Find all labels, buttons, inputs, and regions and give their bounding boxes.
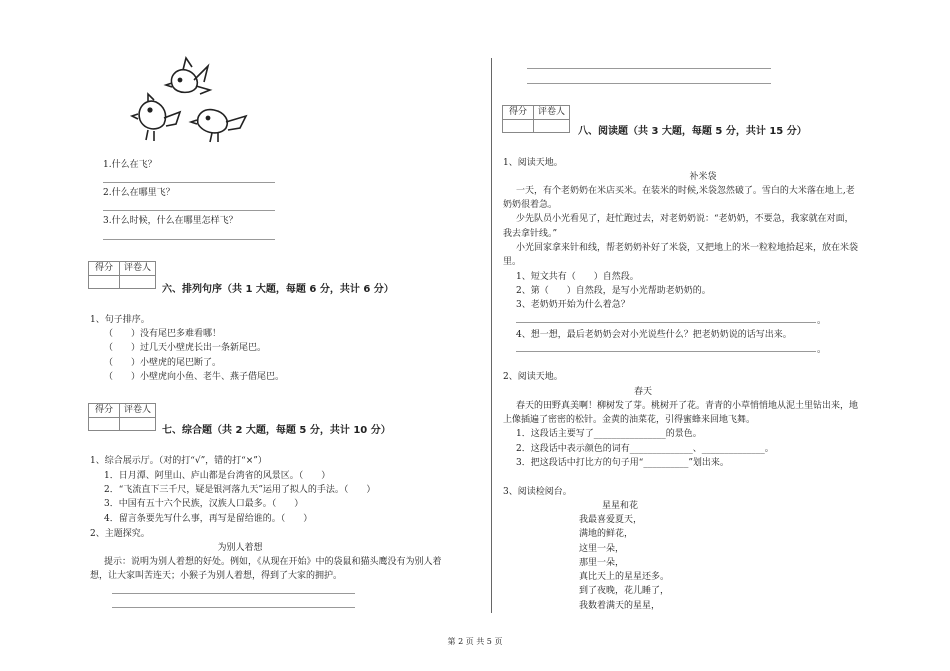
question-bird-1: 1.什么在飞？ [103, 160, 157, 170]
question-7-1: 1、综合展示厅。（对的打“√”，错的打“×”） [90, 456, 267, 466]
score-box-sec8 [502, 105, 570, 133]
section-title-8: 八、阅读题（共 3 大题，每题 5 分，共计 15 分） [578, 126, 807, 137]
answer-line[interactable] [112, 607, 355, 608]
judge-item: 1．日月潭、阿里山、庐山都是台湾省的风景区。（ ） [104, 471, 331, 481]
judge-item: 2．“飞流直下三千尺，疑是银河落九天”运用了拟人的手法。（ ） [104, 485, 376, 495]
section-title-6: 六、排列句序（共 1 大题，每题 6 分，共计 6 分） [162, 284, 394, 295]
section-title-7: 七、综合题（共 2 大题，每题 5 分，共计 10 分） [162, 425, 391, 436]
score-label: 得分 [89, 404, 120, 417]
score-box-sec6 [88, 261, 156, 289]
passage-line: 小光回家拿来针和线，帮老奶奶补好了米袋，又把地上的米一粒粒地拾起来，放在米袋 [516, 243, 859, 253]
judge-item: 3．中国有五十六个民族，汉族人口最多。（ ） [104, 499, 304, 509]
reading-3-question: 3、阅读检阅台。 [503, 487, 572, 497]
score-box-sec7 [88, 403, 156, 431]
poem-line: 我最喜爱夏天， [579, 515, 643, 525]
answer-end-mark: 。 [817, 316, 827, 326]
score-label: 得分 [89, 262, 120, 275]
grader-label: 评卷人 [123, 405, 151, 415]
passage-line: 想，让大家叫苦连天；小猴子为别人着想，得到了大家的拥护。 [90, 571, 343, 581]
judge-item: 4．留言条要先写什么事，再写是留给谁的。（ ） [104, 514, 313, 524]
birds-illustration [128, 52, 263, 147]
poem-line: 满地的鲜花， [579, 529, 634, 539]
page-number: 第 2 页 共 5 页 [447, 637, 503, 646]
reading-2-title: 春天 [633, 387, 652, 397]
reading-2-subq-1: 1．这段话主要写了________________的景色。 [516, 429, 702, 439]
answer-line[interactable] [516, 351, 816, 352]
order-item: （ ）小壁虎的尾巴断了。 [104, 358, 222, 368]
passage-line: 春天的田野真美啊！柳树发了芽。桃树开了花。青青的小草悄悄地从泥土里钻出来，地 [516, 401, 859, 411]
passage-line: 提示：说明为别人着想的好处。例如，《从现在开始》中的袋鼠和猫头鹰没有为别人着 [104, 557, 442, 567]
answer-line[interactable] [112, 593, 355, 594]
reading-1-title: 补米袋 [689, 172, 717, 182]
passage-line: 上像插遍了密密的松针。金黄的油菜花，引得蜜蜂来回地飞舞。 [503, 415, 756, 425]
answer-line[interactable] [516, 322, 816, 323]
poem-line: 这里一朵， [579, 544, 625, 554]
passage-title: 为别人着想 [217, 543, 263, 553]
reading-2-subq-3: 3．把这段话中打比方的句子用“__________”划出来。 [516, 458, 729, 468]
reading-1-subq-4: 4、想一想，最后老奶奶会对小光说些什么？把老奶奶说的话写出来。 [516, 330, 792, 340]
poem-line: 我数着满天的星星， [579, 601, 661, 611]
grader-label: 评卷人 [123, 263, 151, 273]
order-item: （ ）过几天小壁虎长出一条新尾巴。 [104, 343, 267, 353]
passage-line: 奶奶很着急。 [503, 200, 558, 210]
answer-line[interactable] [527, 68, 771, 69]
reading-3-title: 星星和花 [601, 501, 638, 511]
column-divider [491, 58, 492, 613]
answer-line[interactable] [103, 239, 275, 240]
reading-1-subq-3: 3、老奶奶开始为什么着急？ [516, 300, 630, 310]
order-item: （ ）没有尾巴多难看哪！ [104, 329, 222, 339]
question-6-1: 1、句子排序。 [90, 315, 150, 325]
poem-line: 真比天上的星星还多。 [579, 572, 670, 582]
question-bird-2: 2.什么在哪里飞？ [103, 188, 175, 198]
passage-line: 我去拿针线。” [503, 229, 558, 239]
question-bird-3: 3.什么时候，什么在哪里怎样飞？ [103, 216, 238, 226]
passage-line: 里。 [503, 257, 522, 267]
reading-2-question: 2、阅读天地。 [503, 372, 563, 382]
answer-line[interactable] [103, 182, 275, 183]
reading-2-subq-2: 2．这段话中表示颜色的词有______________、______________。 [516, 444, 774, 454]
reading-1-question: 1、阅读天地。 [503, 158, 563, 168]
answer-line[interactable] [527, 83, 771, 84]
passage-line: 一天，有个老奶奶在米店买米。在装米的时候,米袋忽然破了。雪白的大米落在地上,老 [516, 186, 855, 196]
poem-line: 到了夜晚，花儿睡了， [579, 586, 670, 596]
answer-end-mark: 。 [817, 345, 827, 355]
answer-line[interactable] [103, 210, 275, 211]
grader-label: 评卷人 [537, 107, 565, 117]
score-label: 得分 [503, 106, 534, 119]
reading-1-subq-2: 2、第（ ）自然段，是写小光帮助老奶奶的。 [516, 286, 711, 296]
question-7-2: 2、主题探究。 [90, 529, 150, 539]
order-item: （ ）小壁虎向小鱼、老牛、燕子借尾巴。 [104, 372, 285, 382]
passage-line: 少先队员小光看见了，赶忙跑过去，对老奶奶说：“老奶奶，不要急，我家就在对面， [516, 214, 854, 224]
reading-1-subq-1: 1、短文共有（ ）自然段。 [516, 272, 639, 282]
poem-line: 那里一朵， [579, 558, 625, 568]
